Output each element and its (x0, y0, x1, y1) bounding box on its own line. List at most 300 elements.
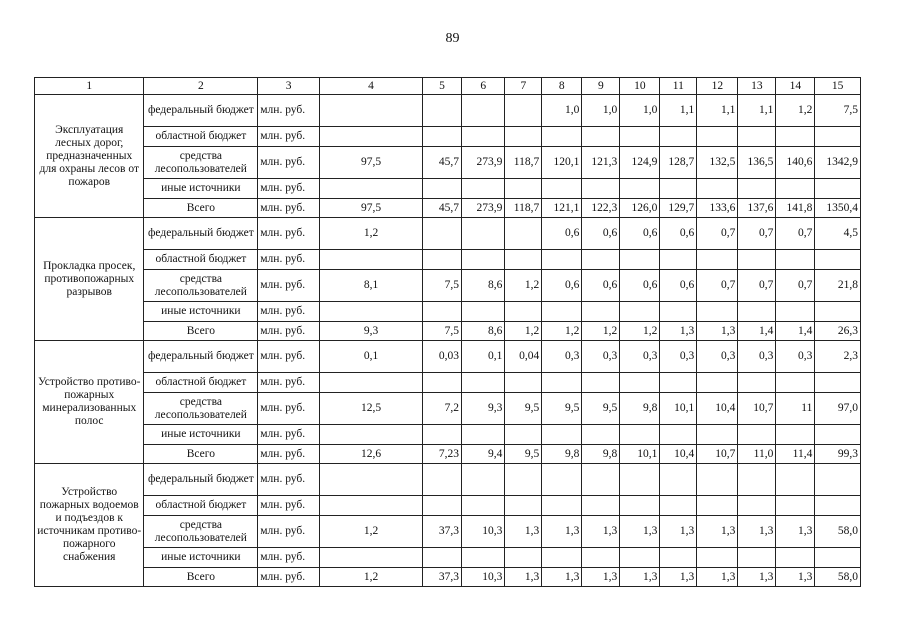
value-cell (505, 496, 542, 516)
value-cell: 1,2 (320, 218, 423, 250)
value-cell: 21,8 (815, 270, 861, 302)
table-row (35, 496, 861, 516)
value-cell (423, 95, 462, 127)
value-cell: 1,1 (660, 95, 697, 127)
value-cell: 1,3 (620, 568, 660, 587)
value-cell (815, 302, 861, 322)
funding-source: Всего (144, 568, 258, 587)
value-cell (423, 548, 462, 568)
table-row (35, 199, 861, 218)
value-cell (738, 425, 776, 445)
value-cell: 137,6 (738, 199, 776, 218)
value-cell (697, 425, 738, 445)
value-cell: 0,6 (582, 218, 620, 250)
value-cell (320, 548, 423, 568)
unit-cell: млн. руб. (258, 302, 320, 322)
value-cell: 0,6 (660, 270, 697, 302)
table-row (35, 548, 861, 568)
value-cell (505, 95, 542, 127)
value-cell (462, 179, 505, 199)
value-cell (776, 373, 815, 393)
value-cell: 10,7 (697, 445, 738, 464)
value-cell: 0,1 (462, 341, 505, 373)
value-cell (582, 373, 620, 393)
value-cell (423, 302, 462, 322)
value-cell: 58,0 (815, 516, 861, 548)
funding-table (34, 77, 861, 587)
value-cell (462, 218, 505, 250)
unit-cell: млн. руб. (258, 250, 320, 270)
value-cell: 8,6 (462, 322, 505, 341)
value-cell (815, 425, 861, 445)
value-cell: 7,23 (423, 445, 462, 464)
table-row (35, 425, 861, 445)
value-cell (776, 496, 815, 516)
value-cell (320, 127, 423, 147)
value-cell: 1,3 (697, 516, 738, 548)
funding-source: областной бюджет (144, 496, 258, 516)
value-cell: 1,3 (697, 322, 738, 341)
funding-source: Всего (144, 322, 258, 341)
unit-cell: млн. руб. (258, 270, 320, 302)
value-cell (815, 464, 861, 496)
value-cell: 0,1 (320, 341, 423, 373)
value-cell: 0,3 (697, 341, 738, 373)
value-cell: 0,6 (620, 218, 660, 250)
unit-cell: млн. руб. (258, 425, 320, 445)
value-cell (697, 127, 738, 147)
value-cell: 121,3 (582, 147, 620, 179)
funding-source: федеральный бюджет (144, 218, 258, 250)
table-row (35, 445, 861, 464)
value-cell (320, 250, 423, 270)
table-row (35, 250, 861, 270)
column-header: 9 (582, 78, 620, 95)
value-cell (582, 179, 620, 199)
funding-source: Всего (144, 199, 258, 218)
value-cell: 1,3 (738, 516, 776, 548)
value-cell (505, 218, 542, 250)
value-cell (542, 548, 582, 568)
funding-source: федеральный бюджет (144, 95, 258, 127)
value-cell: 129,7 (660, 199, 697, 218)
value-cell (660, 548, 697, 568)
unit-cell: млн. руб. (258, 464, 320, 496)
value-cell (582, 496, 620, 516)
value-cell: 26,3 (815, 322, 861, 341)
value-cell: 7,5 (815, 95, 861, 127)
value-cell: 0,6 (620, 270, 660, 302)
funding-source: средства лесопользователей (144, 147, 258, 179)
value-cell: 2,3 (815, 341, 861, 373)
value-cell (505, 179, 542, 199)
value-cell (582, 250, 620, 270)
value-cell: 45,7 (423, 199, 462, 218)
value-cell (462, 464, 505, 496)
value-cell (620, 250, 660, 270)
value-cell: 1,3 (582, 568, 620, 587)
value-cell (620, 373, 660, 393)
unit-cell: млн. руб. (258, 373, 320, 393)
unit-cell: млн. руб. (258, 95, 320, 127)
value-cell (582, 127, 620, 147)
table-row (35, 341, 861, 373)
value-cell: 1350,4 (815, 199, 861, 218)
value-cell: 128,7 (660, 147, 697, 179)
column-header: 8 (542, 78, 582, 95)
value-cell (738, 127, 776, 147)
value-cell (815, 496, 861, 516)
table-row (35, 127, 861, 147)
activity-name: Устройство противо-пожарных минерализованных полос (35, 341, 144, 464)
value-cell: 0,7 (738, 270, 776, 302)
column-header: 12 (697, 78, 738, 95)
value-cell (660, 250, 697, 270)
value-cell (660, 302, 697, 322)
value-cell: 273,9 (462, 147, 505, 179)
value-cell: 12,6 (320, 445, 423, 464)
value-cell: 0,3 (582, 341, 620, 373)
value-cell (462, 95, 505, 127)
value-cell (660, 373, 697, 393)
value-cell: 0,7 (697, 218, 738, 250)
value-cell (423, 127, 462, 147)
value-cell: 0,6 (660, 218, 697, 250)
value-cell: 1,3 (738, 568, 776, 587)
value-cell (815, 548, 861, 568)
value-cell (660, 496, 697, 516)
value-cell (320, 373, 423, 393)
value-cell (815, 127, 861, 147)
funding-source: средства лесопользователей (144, 393, 258, 425)
funding-source: областной бюджет (144, 373, 258, 393)
value-cell: 9,3 (320, 322, 423, 341)
unit-cell: млн. руб. (258, 548, 320, 568)
value-cell (697, 250, 738, 270)
value-cell (542, 302, 582, 322)
value-cell: 7,5 (423, 322, 462, 341)
value-cell: 0,6 (542, 270, 582, 302)
funding-source: средства лесопользователей (144, 270, 258, 302)
value-cell (738, 496, 776, 516)
value-cell: 10,3 (462, 516, 505, 548)
value-cell: 9,8 (542, 445, 582, 464)
value-cell: 120,1 (542, 147, 582, 179)
value-cell: 37,3 (423, 568, 462, 587)
value-cell (462, 496, 505, 516)
value-cell (697, 302, 738, 322)
column-header: 2 (144, 78, 258, 95)
value-cell: 99,3 (815, 445, 861, 464)
value-cell (423, 373, 462, 393)
value-cell: 11 (776, 393, 815, 425)
column-header: 6 (462, 78, 505, 95)
column-header: 5 (423, 78, 462, 95)
value-cell: 10,3 (462, 568, 505, 587)
value-cell: 1,4 (738, 322, 776, 341)
value-cell: 10,1 (660, 393, 697, 425)
value-cell: 37,3 (423, 516, 462, 548)
value-cell (423, 250, 462, 270)
unit-cell: млн. руб. (258, 496, 320, 516)
table-row (35, 568, 861, 587)
value-cell (776, 250, 815, 270)
value-cell (542, 250, 582, 270)
value-cell: 132,5 (697, 147, 738, 179)
value-cell: 1,3 (776, 568, 815, 587)
value-cell: 11,4 (776, 445, 815, 464)
header-row (35, 78, 861, 95)
funding-source: средства лесопользователей (144, 516, 258, 548)
column-header: 4 (320, 78, 423, 95)
funding-source: областной бюджет (144, 250, 258, 270)
value-cell: 1,3 (660, 516, 697, 548)
value-cell (542, 179, 582, 199)
funding-source: областной бюджет (144, 127, 258, 147)
value-cell (582, 464, 620, 496)
value-cell (462, 250, 505, 270)
value-cell (505, 373, 542, 393)
value-cell (776, 127, 815, 147)
value-cell (815, 373, 861, 393)
table-row (35, 393, 861, 425)
value-cell (776, 302, 815, 322)
value-cell: 0,7 (776, 270, 815, 302)
value-cell: 97,0 (815, 393, 861, 425)
value-cell (423, 218, 462, 250)
value-cell (620, 425, 660, 445)
activity-name: Устройство пожарных водоемов и подъездов к источникам противо-пожарного снабжения (35, 464, 144, 587)
value-cell: 0,3 (620, 341, 660, 373)
value-cell (542, 425, 582, 445)
value-cell: 1,2 (320, 568, 423, 587)
value-cell: 10,4 (697, 393, 738, 425)
value-cell (505, 464, 542, 496)
funding-source: иные источники (144, 425, 258, 445)
funding-source: иные источники (144, 302, 258, 322)
value-cell: 8,1 (320, 270, 423, 302)
value-cell: 58,0 (815, 568, 861, 587)
activity-name: Прокладка просек, противопожарных разрывов (35, 218, 144, 341)
value-cell: 10,7 (738, 393, 776, 425)
value-cell: 1,2 (582, 322, 620, 341)
value-cell (542, 373, 582, 393)
value-cell: 121,1 (542, 199, 582, 218)
unit-cell: млн. руб. (258, 218, 320, 250)
value-cell: 1,1 (697, 95, 738, 127)
value-cell: 1,3 (620, 516, 660, 548)
value-cell: 1,3 (776, 516, 815, 548)
value-cell: 1,2 (776, 95, 815, 127)
value-cell: 1,3 (582, 516, 620, 548)
value-cell: 9,5 (582, 393, 620, 425)
value-cell (505, 127, 542, 147)
funding-source: иные источники (144, 179, 258, 199)
value-cell (776, 464, 815, 496)
table-row (35, 516, 861, 548)
value-cell: 1,0 (542, 95, 582, 127)
table-row (35, 270, 861, 302)
value-cell (738, 302, 776, 322)
value-cell (738, 548, 776, 568)
funding-source: федеральный бюджет (144, 341, 258, 373)
unit-cell: млн. руб. (258, 445, 320, 464)
column-header: 15 (815, 78, 861, 95)
value-cell: 7,2 (423, 393, 462, 425)
value-cell: 1,2 (620, 322, 660, 341)
value-cell: 1,2 (542, 322, 582, 341)
value-cell: 9,4 (462, 445, 505, 464)
funding-source: иные источники (144, 548, 258, 568)
value-cell: 7,5 (423, 270, 462, 302)
column-header: 11 (660, 78, 697, 95)
value-cell (462, 425, 505, 445)
value-cell (542, 496, 582, 516)
value-cell (320, 496, 423, 516)
value-cell: 118,7 (505, 199, 542, 218)
value-cell: 136,5 (738, 147, 776, 179)
value-cell: 97,5 (320, 147, 423, 179)
value-cell (697, 373, 738, 393)
value-cell (320, 464, 423, 496)
value-cell (697, 179, 738, 199)
value-cell: 9,8 (620, 393, 660, 425)
value-cell (542, 464, 582, 496)
value-cell (815, 250, 861, 270)
value-cell (776, 548, 815, 568)
value-cell (620, 464, 660, 496)
value-cell: 118,7 (505, 147, 542, 179)
value-cell (320, 179, 423, 199)
value-cell (660, 464, 697, 496)
value-cell (462, 127, 505, 147)
column-header: 10 (620, 78, 660, 95)
value-cell (462, 548, 505, 568)
table-row (35, 179, 861, 199)
value-cell (462, 373, 505, 393)
value-cell (320, 302, 423, 322)
value-cell: 1,3 (660, 322, 697, 341)
value-cell (423, 179, 462, 199)
value-cell: 0,03 (423, 341, 462, 373)
value-cell: 0,7 (738, 218, 776, 250)
value-cell: 126,0 (620, 199, 660, 218)
value-cell: 0,3 (738, 341, 776, 373)
value-cell (620, 127, 660, 147)
value-cell (462, 302, 505, 322)
value-cell: 0,3 (776, 341, 815, 373)
value-cell: 0,3 (660, 341, 697, 373)
value-cell (697, 496, 738, 516)
unit-cell: млн. руб. (258, 568, 320, 587)
unit-cell: млн. руб. (258, 147, 320, 179)
value-cell: 0,7 (776, 218, 815, 250)
value-cell: 45,7 (423, 147, 462, 179)
column-header: 7 (505, 78, 542, 95)
table-row (35, 373, 861, 393)
value-cell (542, 127, 582, 147)
value-cell (660, 179, 697, 199)
column-header: 3 (258, 78, 320, 95)
unit-cell: млн. руб. (258, 341, 320, 373)
value-cell: 141,8 (776, 199, 815, 218)
value-cell: 0,04 (505, 341, 542, 373)
value-cell: 133,6 (697, 199, 738, 218)
value-cell: 11,0 (738, 445, 776, 464)
value-cell (423, 496, 462, 516)
value-cell (620, 302, 660, 322)
value-cell: 124,9 (620, 147, 660, 179)
value-cell: 0,6 (542, 218, 582, 250)
value-cell: 1,0 (620, 95, 660, 127)
value-cell: 1342,9 (815, 147, 861, 179)
value-cell: 1,2 (320, 516, 423, 548)
value-cell: 0,7 (697, 270, 738, 302)
unit-cell: млн. руб. (258, 393, 320, 425)
value-cell (660, 127, 697, 147)
value-cell (320, 425, 423, 445)
value-cell: 1,3 (505, 516, 542, 548)
value-cell: 140,6 (776, 147, 815, 179)
value-cell: 1,2 (505, 322, 542, 341)
value-cell (620, 179, 660, 199)
value-cell (320, 95, 423, 127)
value-cell: 10,1 (620, 445, 660, 464)
value-cell: 9,5 (505, 445, 542, 464)
unit-cell: млн. руб. (258, 516, 320, 548)
column-header: 13 (738, 78, 776, 95)
value-cell: 1,3 (542, 568, 582, 587)
value-cell (505, 302, 542, 322)
value-cell (815, 179, 861, 199)
value-cell (505, 548, 542, 568)
value-cell (697, 548, 738, 568)
value-cell: 9,3 (462, 393, 505, 425)
table-row (35, 218, 861, 250)
table-row (35, 464, 861, 496)
value-cell: 122,3 (582, 199, 620, 218)
value-cell (620, 496, 660, 516)
column-header: 1 (35, 78, 144, 95)
value-cell (423, 425, 462, 445)
value-cell (620, 548, 660, 568)
unit-cell: млн. руб. (258, 179, 320, 199)
unit-cell: млн. руб. (258, 199, 320, 218)
value-cell: 1,1 (738, 95, 776, 127)
value-cell: 9,8 (582, 445, 620, 464)
value-cell: 9,5 (542, 393, 582, 425)
value-cell: 9,5 (505, 393, 542, 425)
value-cell: 1,2 (505, 270, 542, 302)
value-cell (738, 179, 776, 199)
value-cell (738, 373, 776, 393)
table-row (35, 322, 861, 341)
value-cell: 1,3 (542, 516, 582, 548)
value-cell: 0,6 (582, 270, 620, 302)
value-cell: 273,9 (462, 199, 505, 218)
table-row (35, 95, 861, 127)
value-cell (776, 179, 815, 199)
value-cell (776, 425, 815, 445)
unit-cell: млн. руб. (258, 322, 320, 341)
value-cell (423, 464, 462, 496)
value-cell (582, 548, 620, 568)
value-cell: 1,0 (582, 95, 620, 127)
unit-cell: млн. руб. (258, 127, 320, 147)
value-cell (505, 250, 542, 270)
value-cell: 12,5 (320, 393, 423, 425)
page-number: 89 (445, 31, 460, 46)
